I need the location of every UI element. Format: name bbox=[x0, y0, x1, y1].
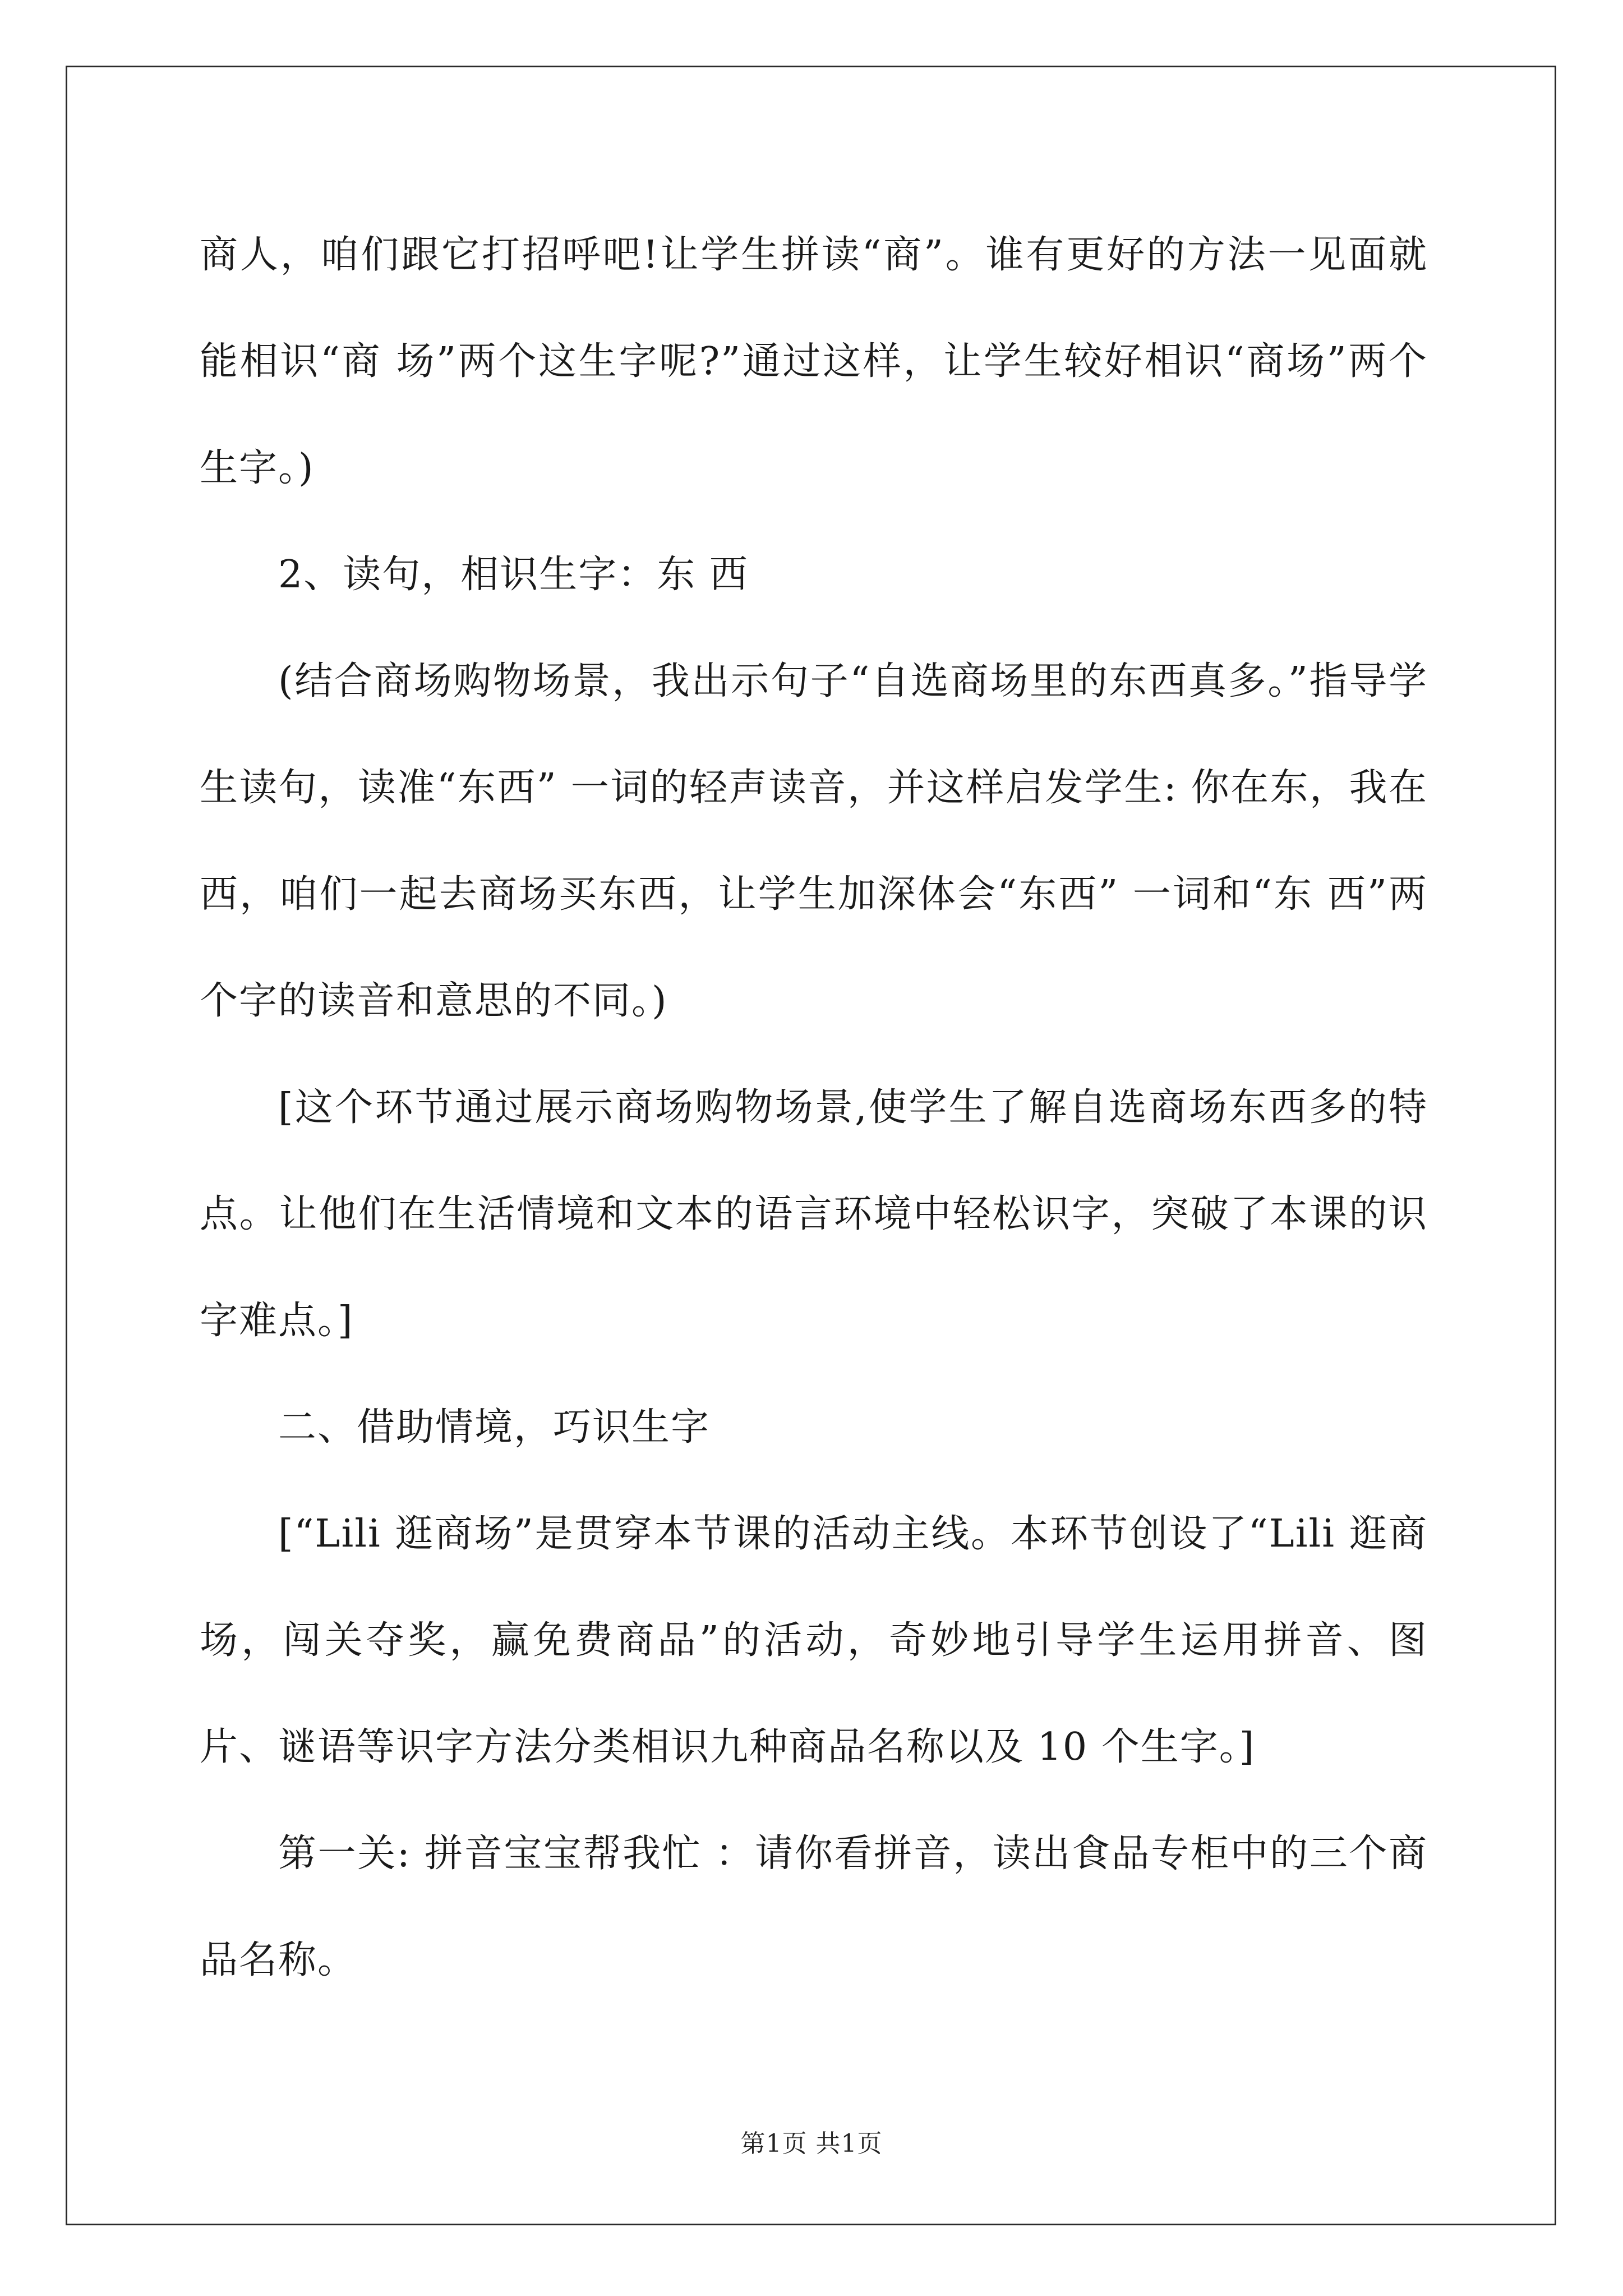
paragraph-7: 第一关: 拼音宝宝帮我忙 ：请你看拼音，读出食品专柜中的三个商品名称。 bbox=[200, 1832, 1428, 1982]
paragraph-1: 商人，咱们跟它打招呼吧!让学生拼读“商”。谁有更好的方法一见面就能相识“商 场”两个这生字呢?”通过这样，让学生较好相识“商场”两个生字。) bbox=[200, 233, 1428, 490]
section-heading-2: 二、借助情境，巧识生字 bbox=[278, 1405, 711, 1450]
paragraph-4: [这个环节通过展示商场购物场景,使学生了解自选商场东西多的特点。让他们在生活情境和文本的语言环境中轻松识字，突破了本课的识字难点。] bbox=[200, 1085, 1428, 1343]
paragraph-2-heading: 2、读句，相识生字：东 西 bbox=[278, 553, 749, 597]
paragraph-6: [“Lili 逛商场”是贯穿本节课的活动主线。本环节创设了“Lili 逛商场，闯关夺奖，赢免费商品”的活动，奇妙地引导学生运用拼音、图片、谜语等识字方法分类相识九种商品名称以及 10 个生字。] bbox=[200, 1512, 1428, 1769]
page-footer: 第1页 共1页 bbox=[740, 2129, 883, 2158]
paragraph-3: (结合商场购物场景，我出示句子“自选商场里的东西真多。”指导学生读句，读准“东西” 一词的轻声读音，并这样启发学生: 你在东，我在西，咱们一起去商场买东西，让学生加深体会“东西” 一词和“东 西”两个字的读音和意思的不同。) bbox=[200, 659, 1428, 1023]
document-body bbox=[200, 202, 1428, 2014]
